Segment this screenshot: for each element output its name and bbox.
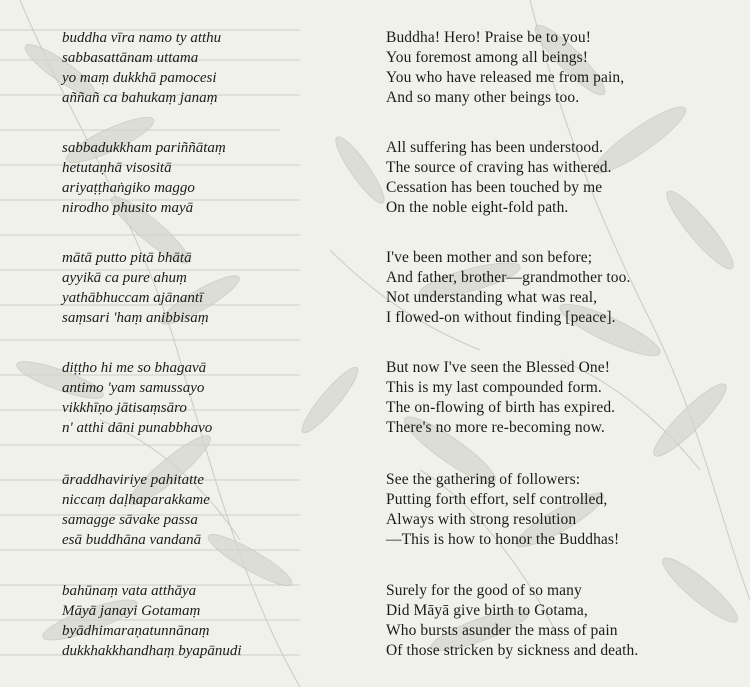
pali-line: nirodho phusito mayā [62,200,194,216]
pali-line: samagge sāvake passa [62,512,198,528]
english-line: Not understanding what was real, [386,289,598,306]
pali-line: n' atthi dāni punabbhavo [62,420,213,436]
pali-line: yo maṃ dukkhā pamocesi [62,70,217,86]
pali-line: vikkhīṇo jātisaṃsāro [62,400,187,416]
english-line: Did Māyā give birth to Gotama, [386,602,588,619]
english-line: On the noble eight-fold path. [386,199,569,216]
english-line: You who have released me from pain, [386,69,625,86]
english-stanza-2 [386,138,612,218]
english-line: And father, brother—grandmother too. [386,269,631,286]
english-line: Cessation has been touched by me [386,179,603,196]
english-line: All suffering has been understood. [386,139,604,156]
pali-line: dukkhakkhandhaṃ byapānudi [62,643,242,659]
english-line: This is my last compounded form. [386,379,602,396]
pali-line: mātā putto pitā bhātā [62,250,192,266]
pali-line: hetutaṇhā visositā [62,160,172,176]
pali-stanza-3 [62,248,209,328]
english-line: Always with strong resolution [386,511,577,528]
english-line: I've been mother and son before; [386,249,593,266]
english-line: There's no more re-becoming now. [386,419,605,436]
pali-line: ayyikā ca pure ahuṃ [62,270,187,286]
english-line: The on-flowing of birth has expired. [386,399,616,416]
pali-line: diṭṭho hi me so bhagavā [62,360,207,376]
pali-line: bahūnaṃ vata atthāya [62,583,197,599]
pali-line: saṃsari 'haṃ anibbisaṃ [62,310,209,326]
pali-line: sabbadukkham pariññātaṃ [62,140,226,156]
pali-stanza-2 [62,138,226,218]
pali-stanza-1 [62,28,221,108]
english-stanza-4 [386,358,615,438]
english-line: Of those stricken by sickness and death. [386,642,639,659]
english-line: —This is how to honor the Buddhas! [386,531,620,548]
pali-line: sabbasattānam uttama [62,50,199,66]
pali-line: niccaṃ daḷhaparakkame [62,492,210,508]
pali-line: aññañ ca bahukaṃ janaṃ [62,90,218,106]
pali-stanza-4 [62,358,212,438]
english-stanza-5 [386,470,619,550]
english-line: And so many other beings too. [386,89,580,106]
pali-line: antimo 'yam samussayo [62,380,205,396]
pali-line: āraddhaviriye pahitatte [62,472,205,488]
pali-line: yathābhuccam ajānantī [62,290,204,306]
english-line: Putting forth effort, self controlled, [386,491,608,508]
pali-stanza-5 [62,470,210,550]
english-line: But now I've seen the Blessed One! [386,359,611,376]
pali-line: esā buddhāna vandanā [62,532,202,548]
english-stanza-3 [386,248,630,328]
english-stanza-6 [386,581,638,661]
pali-stanza-6 [62,581,242,661]
english-line: I flowed-on without finding [peace]. [386,309,616,326]
pali-line: buddha vīra namo ty atthu [62,30,222,46]
english-line: See the gathering of followers: [386,471,581,488]
pali-line: byādhimaraṇatunnānaṃ [62,623,210,639]
english-line: The source of craving has withered. [386,159,612,176]
english-line: You foremost among all beings! [386,49,589,66]
pali-line: Māyā janayi Gotamaṃ [62,603,201,619]
english-line: Buddha! Hero! Praise be to you! [386,29,591,46]
english-line: Who bursts asunder the mass of pain [386,622,618,639]
english-line: Surely for the good of so many [386,582,582,599]
pali-line: ariyaṭṭhaṅgiko maggo [62,180,195,196]
english-stanza-1 [386,28,624,108]
